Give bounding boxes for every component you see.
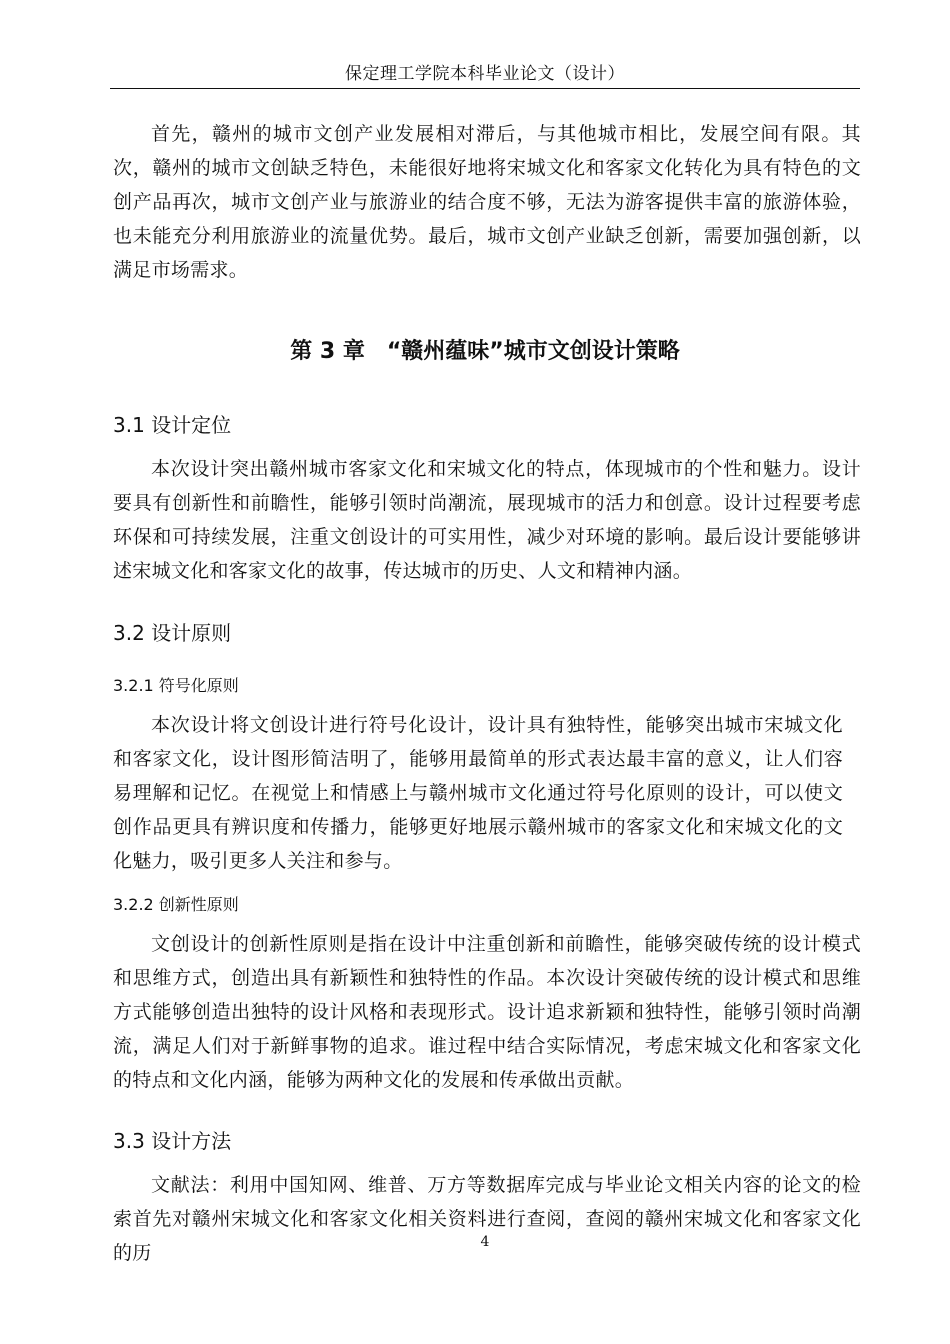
section-3-1-heading: 3.1 设计定位 (113, 413, 232, 437)
section-3-2-2-paragraph: 文创设计的创新性原则是指在设计中注重创新和前瞻性，能够突破传统的设计模式和思维方式，创造出具有新颖性和独特性的作品。本次设计突破传统的设计模式和思维方式能够创造出独特的设计风格和表现形式。设计追求新颖和独特性，能够引领时尚潮流，满足人们对于新鲜事物的追求。谁过程中结合实际情况，考虑宋城文化和客家文化的特点和文化内涵，能够为两种文化的发展和传承做出贡献。 (113, 933, 861, 1091)
section-3-2-1-paragraph: 本次设计将文创设计进行符号化设计，设计具有独特性，能够突出城市宋城文化和客家文化，设计图形简洁明了，能够用最简单的形式表达最丰富的意义，让人们容易理解和记忆。在视觉上和情感上与赣州城市文化通过符号化原则的设计，可以使文创作品更具有辨识度和传播力，能够更好地展示赣州城市的客家文化和宋城文化的文化魅力，吸引更多人关注和参与。 (113, 714, 843, 872)
section-3-2-1-heading: 3.2.1 符号化原则 (113, 676, 239, 695)
section-3-2-heading: 3.2 设计原则 (113, 621, 232, 645)
intro-paragraph: 首先，赣州的城市文创产业发展相对滞后，与其他城市相比，发展空间有限。其次，赣州的城市文创缺乏特色，未能很好地将宋城文化和客家文化转化为具有特色的文创产品再次，城市文创产业与旅游业的结合度不够，无法为游客提供丰富的旅游体验，也未能充分利用旅游业的流量优势。最后，城市文创产业缺乏创新，需要加强创新，以满足市场需求。 (113, 123, 861, 281)
page-header: 保定理工学院本科毕业论文（设计） (345, 64, 625, 84)
header-rule (110, 88, 860, 89)
section-3-3-heading: 3.3 设计方法 (113, 1129, 232, 1153)
page-number: 4 (480, 1234, 490, 1250)
chapter-title: 第 3 章 “赣州蕴味”城市文创设计策略 (290, 339, 680, 364)
section-3-3-paragraph: 文献法：利用中国知网、维普、万方等数据库完成与毕业论文相关内容的论文的检索首先对赣州宋城文化和客家文化相关资料进行查阅，查阅的赣州宋城文化和客家文化的历 (113, 1174, 861, 1264)
section-3-1-paragraph: 本次设计突出赣州城市客家文化和宋城文化的特点，体现城市的个性和魅力。设计要具有创新性和前瞻性，能够引领时尚潮流，展现城市的活力和创意。设计过程要考虑环保和可持续发展，注重文创设计的可实用性，减少对环境的影响。最后设计要能够讲述宋城文化和客家文化的故事，传达城市的历史、人文和精神内涵。 (113, 458, 861, 582)
section-3-2-2-heading: 3.2.2 创新性原则 (113, 895, 239, 914)
